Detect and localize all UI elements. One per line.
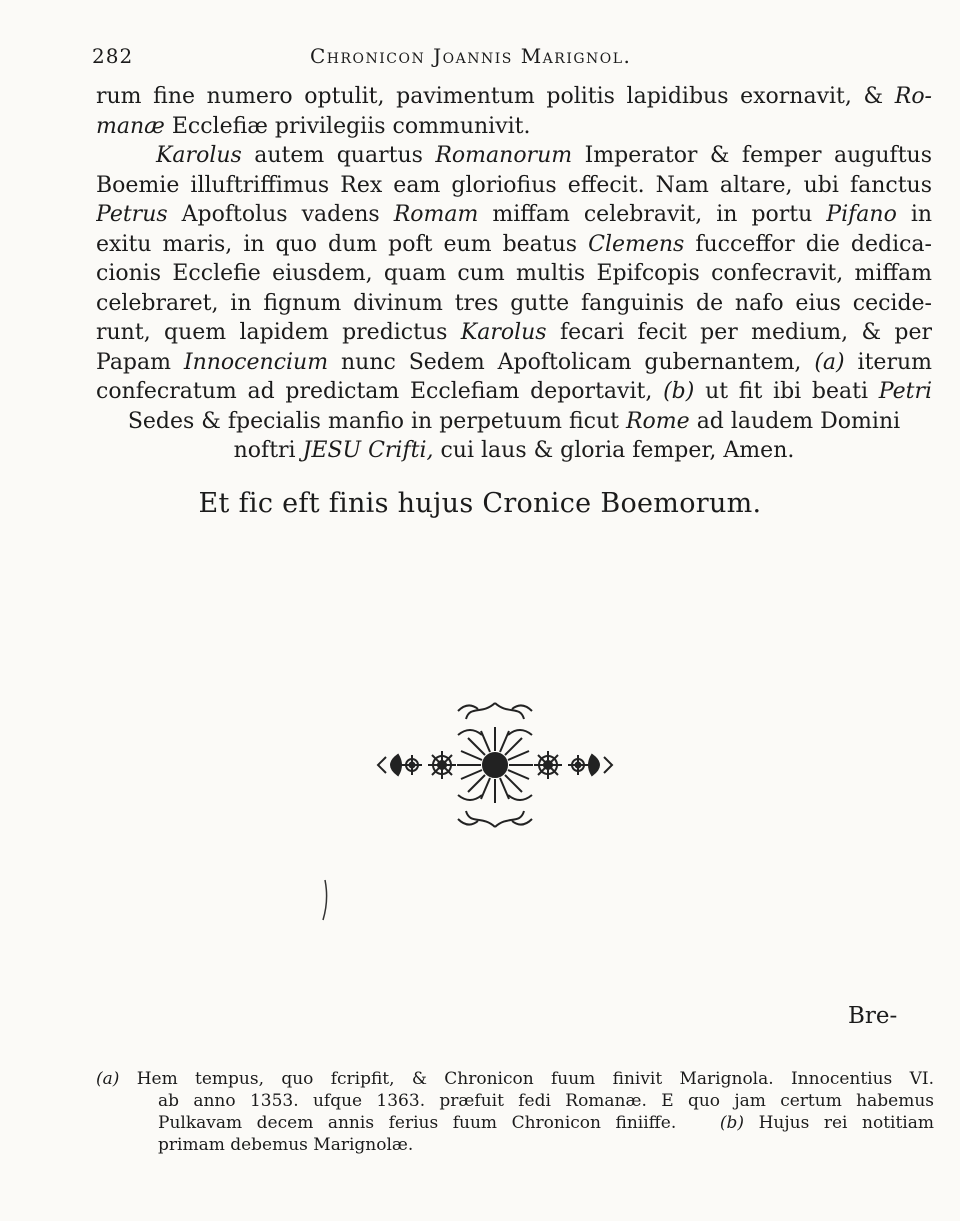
text-line: manæ Ecclefiæ privilegiis communivit. — [96, 113, 531, 139]
note-ref-b: (b) — [663, 379, 695, 404]
text-line: noftri JESU Crifti, cui laus & gloria femper, Amen. — [233, 438, 795, 463]
footnotes — [96, 1068, 934, 1156]
page-number: 282 — [92, 44, 134, 68]
footnote-line: Pulkavam decem annis ferius fuum Chronicon finiiffe. (b) Hujus rei notitiam — [158, 1113, 934, 1133]
explicit-line: Et fic eft finis hujus Cronice Boemorum. — [198, 488, 762, 519]
text-line: confecratum ad predictam Ecclefiam deportavit, (b) ut fit ibi beati Petri — [96, 379, 932, 404]
text-line: runt, quem lapidem predictus Karolus fecari fecit per medium, & per — [96, 320, 932, 345]
footnote-line: primam debemus Marignolæ. — [158, 1135, 414, 1155]
text-line: celebraret, in fignum divinum tres gutte fanguinis de nafo eius cecide- — [96, 290, 932, 316]
catchword: Bre- — [848, 1003, 898, 1029]
footnote-line: (a) Hem tempus, quo fcripfit, & Chronicon fuum finivit Marignola. Innocentius VI. — [96, 1069, 934, 1089]
text-line: cionis Ecclefie eiusdem, quam cum multis Epifcopis confecravit, miffam — [96, 261, 932, 286]
text-line: exitu maris, in quo dum poft eum beatus Clemens fucceffor die dedica- — [96, 231, 932, 257]
note-ref-a: (a) — [814, 349, 845, 375]
text-line: Karolus autem quartus Romanorum Imperator & femper auguftus — [156, 143, 932, 168]
running-title: Chronicon Joannis Marignol. — [310, 44, 632, 68]
text-line: Sedes & fpecialis manfio in perpetuum ficut Rome ad laudem Domini — [127, 408, 901, 434]
footnote-mark-b: (b) — [719, 1113, 745, 1133]
text-line: Boemie illuftriffimus Rex eam gloriofius effecit. Nam altare, ubi fanctus — [96, 172, 932, 198]
floral-ornament-icon — [370, 695, 620, 835]
text-line: Petrus Apoftolus vadens Romam miffam celebravit, in portu Pifano in — [96, 202, 932, 227]
text-line: Papam Innocencium nunc Sedem Apoftolicam gubernantem, (a) iterum — [96, 349, 932, 375]
footnote-mark-a: (a) — [96, 1069, 120, 1089]
page-header — [92, 44, 932, 78]
text-line: rum fine numero optulit, pavimentum politis lapidibus exornavit, & Ro- — [96, 84, 932, 109]
main-text — [96, 82, 932, 466]
stray-mark — [318, 878, 332, 922]
footnote-line: ab anno 1353. ufque 1363. præfuit fedi Romanæ. E quo jam certum habemus — [158, 1091, 934, 1111]
